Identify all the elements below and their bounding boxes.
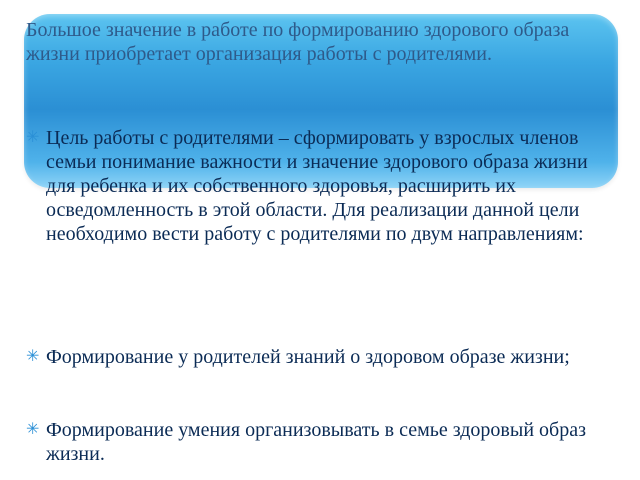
bullet-star-icon: ✳	[26, 348, 40, 365]
bullet-knowledge-text: Формирование у родителей знаний о здоровом образе жизни;	[46, 346, 570, 368]
bullet-star-icon: ✳	[26, 129, 40, 146]
bullet-skills-text: Формирование умения организовывать в семье здоровый образ жизни.	[46, 419, 586, 465]
intro-paragraph: Большое значение в работе по формированию здорового образа жизни приобретает организация работы с родителями.	[26, 19, 570, 65]
bullet-star-icon: ✳	[26, 421, 40, 438]
bullet-goal-text: Цель работы с родителями – сформировать у взрослых членов семьи понимание важности и значение здорового образа жизни для ребенка и их собственного здоровья, расширить их осведомленность в этой области. Для реализации данной цели необходимо вести работу с родителями по двум направлениям:	[46, 127, 588, 245]
